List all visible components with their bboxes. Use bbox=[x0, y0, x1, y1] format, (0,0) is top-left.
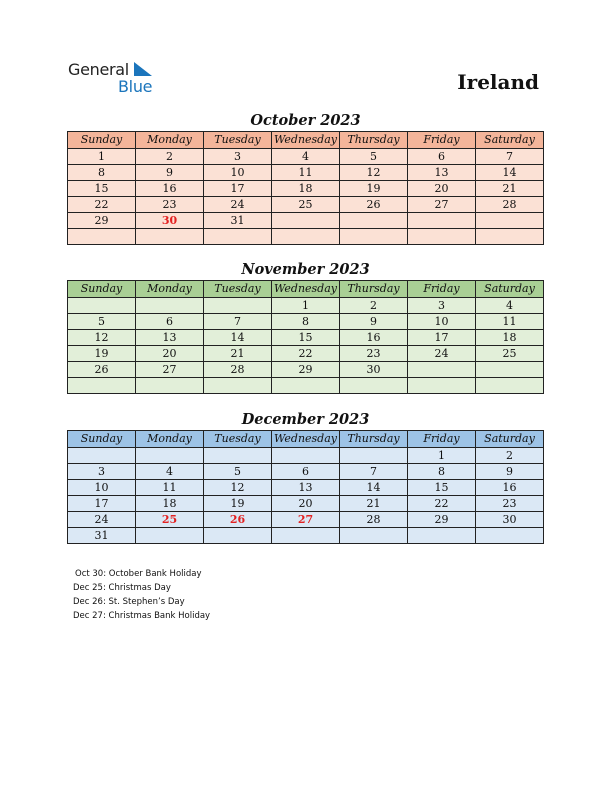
day-cell bbox=[272, 229, 340, 245]
day-cell: 1 bbox=[408, 448, 476, 464]
day-cell: 8 bbox=[272, 314, 340, 330]
day-cell: 12 bbox=[340, 165, 408, 181]
day-cell bbox=[476, 213, 544, 229]
day-cell: 28 bbox=[476, 197, 544, 213]
day-cell bbox=[68, 378, 136, 394]
day-cell: 24 bbox=[68, 512, 136, 528]
day-cell: 26 bbox=[204, 512, 272, 528]
day-cell: 31 bbox=[204, 213, 272, 229]
holiday-note: Dec 25: Christmas Day bbox=[73, 583, 171, 593]
holiday-note: Dec 27: Christmas Bank Holiday bbox=[73, 611, 211, 621]
month-title: October 2023 bbox=[250, 112, 361, 129]
holiday-notes bbox=[73, 567, 210, 623]
logo-word-blue: Blue bbox=[118, 77, 153, 96]
day-cell bbox=[204, 448, 272, 464]
day-cell bbox=[136, 378, 204, 394]
day-cell: 21 bbox=[204, 346, 272, 362]
day-cell: 19 bbox=[204, 496, 272, 512]
day-cell: 6 bbox=[136, 314, 204, 330]
day-cell bbox=[68, 298, 136, 314]
day-cell: 9 bbox=[476, 464, 544, 480]
day-cell: 24 bbox=[408, 346, 476, 362]
week-row bbox=[68, 298, 544, 314]
day-cell: 1 bbox=[272, 298, 340, 314]
logo-triangle-icon bbox=[134, 62, 152, 76]
day-cell: 1 bbox=[68, 149, 136, 165]
day-cell bbox=[408, 362, 476, 378]
calendar-table bbox=[67, 131, 544, 245]
day-cell: 27 bbox=[408, 197, 476, 213]
day-cell: 17 bbox=[204, 181, 272, 197]
week-row bbox=[68, 378, 544, 394]
day-cell: 30 bbox=[476, 512, 544, 528]
day-cell: 26 bbox=[340, 197, 408, 213]
day-cell bbox=[340, 378, 408, 394]
generalblue-logo bbox=[68, 60, 168, 96]
day-cell bbox=[476, 362, 544, 378]
day-cell: 7 bbox=[204, 314, 272, 330]
day-cell: 23 bbox=[340, 346, 408, 362]
day-cell: 20 bbox=[408, 181, 476, 197]
week-row bbox=[68, 229, 544, 245]
weekday-header: Tuesday bbox=[204, 132, 272, 149]
day-cell: 21 bbox=[476, 181, 544, 197]
day-cell bbox=[272, 448, 340, 464]
day-cell bbox=[340, 528, 408, 544]
day-cell: 5 bbox=[204, 464, 272, 480]
day-cell: 23 bbox=[136, 197, 204, 213]
day-cell: 4 bbox=[272, 149, 340, 165]
day-cell: 29 bbox=[408, 512, 476, 528]
calendar-table bbox=[67, 280, 544, 394]
day-cell bbox=[408, 229, 476, 245]
week-row bbox=[68, 362, 544, 378]
day-cell: 10 bbox=[204, 165, 272, 181]
day-cell bbox=[68, 448, 136, 464]
day-cell: 11 bbox=[272, 165, 340, 181]
weekday-header: Friday bbox=[408, 132, 476, 149]
day-cell: 11 bbox=[476, 314, 544, 330]
holiday-note: Dec 26: St. Stephen’s Day bbox=[73, 597, 185, 607]
day-cell: 27 bbox=[272, 512, 340, 528]
day-cell: 6 bbox=[272, 464, 340, 480]
day-cell: 29 bbox=[272, 362, 340, 378]
weekday-header: Monday bbox=[136, 281, 204, 298]
day-cell: 22 bbox=[408, 496, 476, 512]
day-cell: 3 bbox=[408, 298, 476, 314]
day-cell: 2 bbox=[136, 149, 204, 165]
week-row bbox=[68, 512, 544, 528]
week-row bbox=[68, 464, 544, 480]
month-title: November 2023 bbox=[241, 261, 370, 278]
logo-word-general: General bbox=[68, 60, 129, 79]
day-cell bbox=[476, 528, 544, 544]
day-cell bbox=[136, 229, 204, 245]
day-cell: 11 bbox=[136, 480, 204, 496]
holiday-note: Oct 30: October Bank Holiday bbox=[75, 569, 202, 579]
day-cell: 10 bbox=[68, 480, 136, 496]
week-row bbox=[68, 165, 544, 181]
week-row bbox=[68, 346, 544, 362]
day-cell bbox=[476, 229, 544, 245]
weekday-header-row bbox=[68, 431, 544, 448]
day-cell: 5 bbox=[340, 149, 408, 165]
day-cell: 15 bbox=[408, 480, 476, 496]
day-cell: 30 bbox=[340, 362, 408, 378]
day-cell: 20 bbox=[136, 346, 204, 362]
day-cell bbox=[272, 528, 340, 544]
day-cell: 8 bbox=[408, 464, 476, 480]
day-cell bbox=[408, 213, 476, 229]
day-cell bbox=[204, 378, 272, 394]
day-cell: 7 bbox=[340, 464, 408, 480]
day-cell: 17 bbox=[408, 330, 476, 346]
day-cell: 28 bbox=[340, 512, 408, 528]
week-row bbox=[68, 213, 544, 229]
weekday-header-row bbox=[68, 281, 544, 298]
day-cell: 9 bbox=[136, 165, 204, 181]
day-cell: 30 bbox=[136, 213, 204, 229]
week-row bbox=[68, 528, 544, 544]
day-cell: 29 bbox=[68, 213, 136, 229]
day-cell bbox=[340, 229, 408, 245]
day-cell: 18 bbox=[136, 496, 204, 512]
weekday-header: Thursday bbox=[340, 132, 408, 149]
week-row bbox=[68, 149, 544, 165]
day-cell: 5 bbox=[68, 314, 136, 330]
day-cell: 3 bbox=[204, 149, 272, 165]
day-cell: 22 bbox=[68, 197, 136, 213]
day-cell bbox=[68, 229, 136, 245]
day-cell: 16 bbox=[340, 330, 408, 346]
weekday-header: Sunday bbox=[68, 281, 136, 298]
day-cell: 4 bbox=[476, 298, 544, 314]
day-cell: 4 bbox=[136, 464, 204, 480]
day-cell bbox=[204, 298, 272, 314]
day-cell: 12 bbox=[204, 480, 272, 496]
day-cell bbox=[408, 528, 476, 544]
day-cell: 26 bbox=[68, 362, 136, 378]
week-row bbox=[68, 181, 544, 197]
weekday-header: Saturday bbox=[476, 431, 544, 448]
day-cell: 13 bbox=[272, 480, 340, 496]
day-cell: 15 bbox=[68, 181, 136, 197]
day-cell: 13 bbox=[136, 330, 204, 346]
day-cell: 2 bbox=[340, 298, 408, 314]
country-title: Ireland bbox=[457, 70, 539, 94]
week-row bbox=[68, 314, 544, 330]
day-cell bbox=[340, 213, 408, 229]
day-cell: 19 bbox=[340, 181, 408, 197]
weekday-header: Monday bbox=[136, 132, 204, 149]
day-cell: 23 bbox=[476, 496, 544, 512]
weekday-header-row bbox=[68, 132, 544, 149]
week-row bbox=[68, 330, 544, 346]
day-cell bbox=[476, 378, 544, 394]
day-cell: 14 bbox=[340, 480, 408, 496]
month-calendar-november bbox=[67, 260, 544, 394]
day-cell: 18 bbox=[476, 330, 544, 346]
day-cell bbox=[272, 213, 340, 229]
weekday-header: Wednesday bbox=[272, 281, 340, 298]
weekday-header: Sunday bbox=[68, 431, 136, 448]
weekday-header: Tuesday bbox=[204, 281, 272, 298]
weekday-header: Sunday bbox=[68, 132, 136, 149]
day-cell bbox=[136, 528, 204, 544]
day-cell bbox=[408, 378, 476, 394]
day-cell: 20 bbox=[272, 496, 340, 512]
weekday-header: Wednesday bbox=[272, 132, 340, 149]
day-cell: 8 bbox=[68, 165, 136, 181]
day-cell: 9 bbox=[340, 314, 408, 330]
day-cell: 17 bbox=[68, 496, 136, 512]
day-cell: 16 bbox=[136, 181, 204, 197]
day-cell: 3 bbox=[68, 464, 136, 480]
day-cell bbox=[136, 298, 204, 314]
day-cell: 24 bbox=[204, 197, 272, 213]
day-cell: 14 bbox=[476, 165, 544, 181]
month-calendar-october bbox=[67, 111, 544, 245]
day-cell: 6 bbox=[408, 149, 476, 165]
day-cell: 31 bbox=[68, 528, 136, 544]
day-cell: 14 bbox=[204, 330, 272, 346]
week-row bbox=[68, 496, 544, 512]
weekday-header: Wednesday bbox=[272, 431, 340, 448]
day-cell bbox=[204, 229, 272, 245]
day-cell: 15 bbox=[272, 330, 340, 346]
day-cell: 7 bbox=[476, 149, 544, 165]
day-cell: 12 bbox=[68, 330, 136, 346]
day-cell: 18 bbox=[272, 181, 340, 197]
day-cell: 2 bbox=[476, 448, 544, 464]
weekday-header: Monday bbox=[136, 431, 204, 448]
day-cell bbox=[136, 448, 204, 464]
weekday-header: Thursday bbox=[340, 281, 408, 298]
week-row bbox=[68, 448, 544, 464]
day-cell bbox=[204, 528, 272, 544]
day-cell: 25 bbox=[272, 197, 340, 213]
day-cell: 19 bbox=[68, 346, 136, 362]
day-cell: 25 bbox=[476, 346, 544, 362]
weekday-header: Saturday bbox=[476, 281, 544, 298]
day-cell bbox=[272, 378, 340, 394]
calendar-table bbox=[67, 430, 544, 544]
day-cell: 25 bbox=[136, 512, 204, 528]
day-cell: 21 bbox=[340, 496, 408, 512]
day-cell: 16 bbox=[476, 480, 544, 496]
day-cell: 28 bbox=[204, 362, 272, 378]
month-title: December 2023 bbox=[241, 411, 370, 428]
month-calendar-december bbox=[67, 410, 544, 544]
day-cell: 13 bbox=[408, 165, 476, 181]
weekday-header: Friday bbox=[408, 431, 476, 448]
week-row bbox=[68, 480, 544, 496]
day-cell: 10 bbox=[408, 314, 476, 330]
week-row bbox=[68, 197, 544, 213]
day-cell: 27 bbox=[136, 362, 204, 378]
weekday-header: Thursday bbox=[340, 431, 408, 448]
weekday-header: Saturday bbox=[476, 132, 544, 149]
day-cell bbox=[340, 448, 408, 464]
weekday-header: Tuesday bbox=[204, 431, 272, 448]
day-cell: 22 bbox=[272, 346, 340, 362]
weekday-header: Friday bbox=[408, 281, 476, 298]
